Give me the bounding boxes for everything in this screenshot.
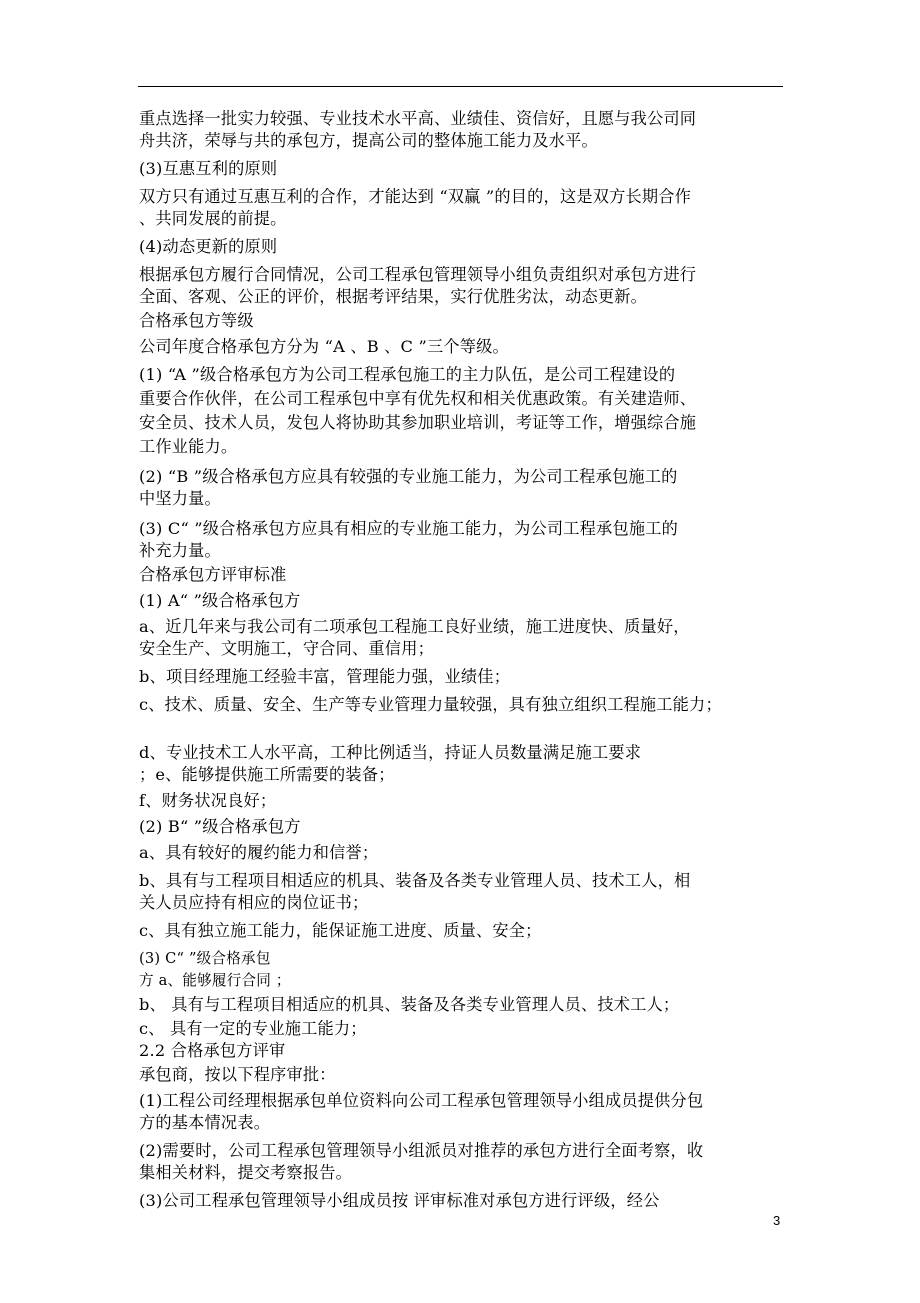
text-line: 集相关材料，提交考察报告。 <box>139 1163 353 1182</box>
section-heading: (3)互惠互利的原则 <box>139 159 278 178</box>
text-line: c、 具有一定的专业施工能力； <box>139 1019 367 1038</box>
text-line: 舟共济，荣辱与共的承包方，提高公司的整体施工能力及水平。 <box>139 131 598 150</box>
text-line: (1) “A ”级合格承包方为公司工程承包施工的主力队伍，是公司工程建设的 <box>139 365 676 384</box>
section-heading: 2.2 合格承包方评审 <box>139 1041 286 1060</box>
text-line: b、 具有与工程项目相适应的机具、装备及各类专业管理人员、技术工人； <box>139 995 680 1014</box>
text-line: (2) “B ”级合格承包方应具有较强的专业施工能力，为公司工程承包施工的 <box>139 467 678 486</box>
text-line: 根据承包方履行合同情况，公司工程承包管理领导小组负责组织对承包方进行 <box>139 265 697 284</box>
text-line: 公司年度合格承包方分为 “A 、B 、C ”三个等级。 <box>139 337 509 356</box>
text-line: 方 a、能够履行合同 ； <box>139 972 291 989</box>
text-line: 承包商，按以下程序审批： <box>139 1065 336 1084</box>
text-line: b、具有与工程项目相适应的机具、装备及各类专业管理人员、技术工人，相 <box>139 871 691 890</box>
text-line: (1) A“ ”级合格承包方 <box>139 591 301 610</box>
page-number: 3 <box>773 1213 781 1228</box>
text-line: 工作业能力。 <box>139 437 238 456</box>
text-line: (3) C“ ”级合格承包 <box>139 950 271 967</box>
text-line: 重点选择一批实力较强、专业技术水平高、业绩佳、资信好，且愿与我公司同 <box>139 109 697 128</box>
section-heading: 合格承包方等级 <box>139 311 254 330</box>
text-line: c、技术、质量、安全、生产等专业管理力量较强，具有独立组织工程施工能力； <box>139 695 722 714</box>
text-line: d、专业技术工人水平高，工种比例适当，持证人员数量满足施工要求 <box>139 743 642 762</box>
text-line: 安全生产、文明施工，守合同、重信用； <box>139 639 434 658</box>
text-line: 重要合作伙伴，在公司工程承包中享有优先权和相关优惠政策。有关建造师、 <box>139 389 697 408</box>
text-line: 补充力量。 <box>139 541 221 560</box>
text-line: (2)需要时，公司工程承包管理领导小组派员对推荐的承包方进行全面考察，收 <box>139 1141 704 1160</box>
text-line: (1)工程公司经理根据承包单位资料向公司工程承包管理领导小组成员提供分包 <box>139 1091 704 1110</box>
text-line: ；e、能够提供施工所需要的装备； <box>139 765 395 784</box>
body-text <box>139 109 789 1211</box>
text-line: 中坚力量。 <box>139 489 221 508</box>
text-line: b、项目经理施工经验丰富，管理能力强，业绩佳； <box>139 667 511 686</box>
section-heading: (4)动态更新的原则 <box>139 237 278 256</box>
text-line: a、具有较好的履约能力和信誉； <box>139 843 379 862</box>
text-line: (2) B“ ”级合格承包方 <box>139 817 301 836</box>
text-line: 、共同发展的前提。 <box>139 209 287 228</box>
text-line: (3) C“ ”级合格承包方应具有相应的专业施工能力，为公司工程承包施工的 <box>139 519 678 538</box>
text-line: (3)公司工程承包管理领导小组成员按 评审标准对承包方进行评级，经公 <box>139 1191 660 1210</box>
text-line: c、具有独立施工能力，能保证施工进度、质量、安全； <box>139 921 542 940</box>
text-line: 双方只有通过互惠互利的合作，才能达到 “双赢 ”的目的，这是双方长期合作 <box>139 187 692 206</box>
section-heading: 合格承包方评审标准 <box>139 565 287 584</box>
text-line: 关人员应持有相应的岗位证书； <box>139 893 369 912</box>
text-line: 全面、客观、公正的评价，根据考评结果，实行优胜劣汰，动态更新。 <box>139 287 648 306</box>
text-line: f、财务状况良好； <box>139 791 277 810</box>
header-rule <box>138 86 783 87</box>
text-line: 方的基本情况表。 <box>139 1113 271 1132</box>
text-line: a、近几年来与我公司有二项承包工程施工良好业绩，施工进度快、质量好， <box>139 617 690 636</box>
text-line: 安全员、技术人员，发包人将协助其参加职业培训，考证等工作，增强综合施 <box>139 413 697 432</box>
